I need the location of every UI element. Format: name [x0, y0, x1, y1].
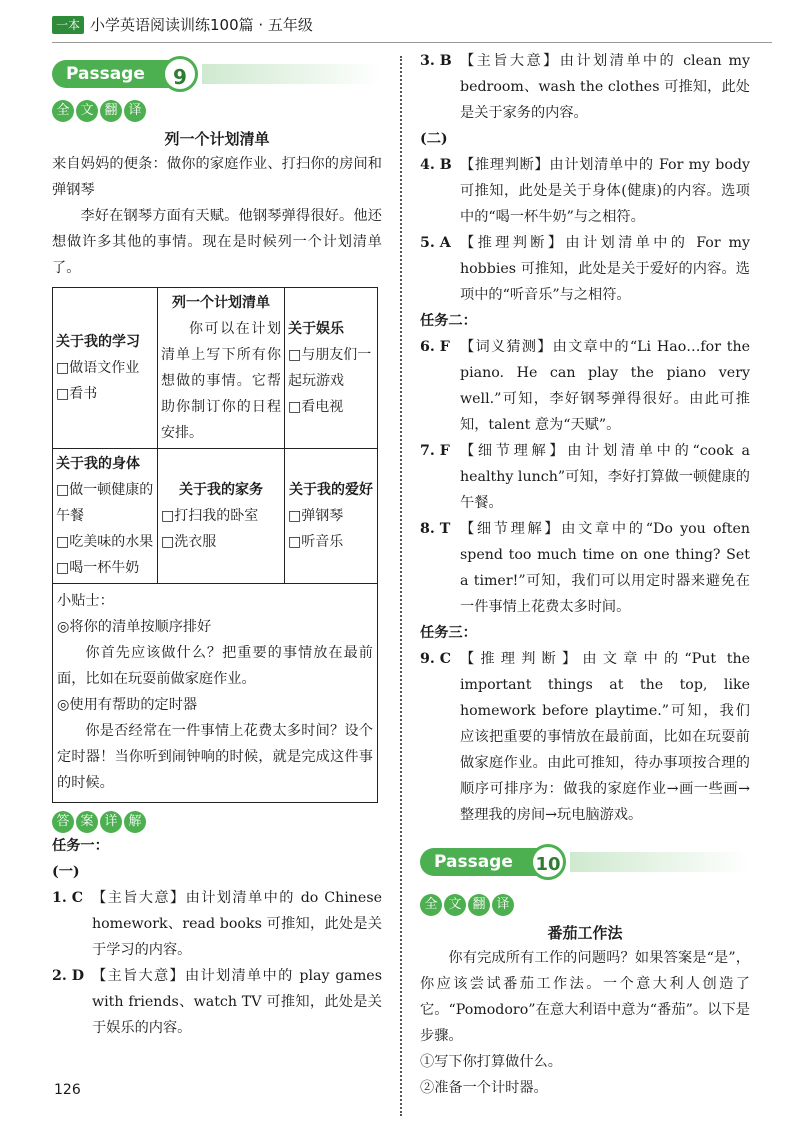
- passage-label: Passage: [52, 60, 184, 88]
- book-title: 小学英语阅读训练100篇 · 五年级: [90, 16, 313, 34]
- tip-title: ◎使用有帮助的定时器: [57, 697, 198, 713]
- answer-item: [420, 334, 750, 438]
- answer-number: 1. C: [52, 890, 84, 906]
- cell-title: 列一个计划清单: [172, 295, 270, 311]
- passage-title: 番茄工作法: [547, 924, 623, 942]
- answer-item: [420, 48, 750, 126]
- task-heading: 任务三：: [420, 625, 477, 641]
- tag-char: 文: [444, 894, 466, 916]
- checklist-item: □听音乐: [288, 534, 344, 550]
- answer-item: [420, 646, 750, 828]
- tag-char: 全: [52, 100, 74, 122]
- checklist-item: □做一顿健康的午餐: [56, 482, 154, 524]
- answer-text: 【推理判断】由计划清单中的 For my hobbies 可推知，此处是关于爱好的内容。选项中的“听音乐”与之相符。: [460, 235, 750, 303]
- answer-text: 【细节理解】由文章中的“Do you often spend too much time on one thing? Set a timer!”可知，我们可以用定时器来避免在一件事情上花费太多时间。: [460, 521, 750, 615]
- task-heading: 任务二：: [420, 313, 477, 329]
- tip-text: 你首先应该做什么？把重要的事情放在最前面，比如在玩耍前做家庭作业。: [57, 645, 373, 687]
- paragraph: 李好在钢琴方面有天赋。他钢琴弹得很好。他还想做许多其他的事情。现在是时候列一个计划清单了。: [52, 208, 382, 276]
- checklist-item: □做语文作业: [56, 360, 140, 376]
- answer-text: 【推理判断】由计划清单中的 For my body 可推知，此处是关于身体(健康)的内容。选项中的“喝一杯牛奶”与之相符。: [460, 157, 750, 225]
- body-cell: [53, 449, 158, 584]
- answer-number: 4. B: [420, 157, 452, 173]
- answer-item: [420, 230, 750, 308]
- checklist-item: □看电视: [288, 399, 344, 415]
- answer-text: 【词义猜测】由文章中的“Li Hao…for the piano. He can play the piano very well.”可知，李好钢琴弹得很好。由此可推知，talent 意为“天赋”。: [460, 339, 750, 433]
- passage-title: 列一个计划清单: [164, 130, 270, 148]
- passage-label: Passage: [420, 848, 552, 876]
- cell-title: 关于我的爱好: [289, 482, 373, 498]
- tips-label: 小贴士：: [57, 593, 114, 609]
- answer-text: 【细节理解】由计划清单中的“cook a healthy lunch”可知，李好打算做一顿健康的午餐。: [460, 443, 750, 511]
- checklist-item: □洗衣服: [161, 534, 217, 550]
- cell-title: 关于我的家务: [179, 482, 263, 498]
- tag-char: 答: [52, 811, 74, 833]
- passage-9-banner: [52, 58, 382, 92]
- banner-fade: [570, 852, 750, 872]
- header-rule: [52, 42, 772, 43]
- tag-char: 翻: [100, 100, 122, 122]
- housework-cell: [158, 449, 285, 584]
- answer-number: 8. T: [420, 521, 451, 537]
- hobby-cell: [285, 449, 378, 584]
- banner-fade: [202, 64, 382, 84]
- tag-char: 案: [76, 811, 98, 833]
- study-cell: [53, 288, 158, 449]
- checklist-item: □吃美味的水果: [56, 534, 154, 550]
- answer-item: [420, 152, 750, 230]
- part-heading: (一): [52, 864, 80, 880]
- tag-char: 解: [124, 811, 146, 833]
- tag-char: 详: [100, 811, 122, 833]
- answer-item: [52, 963, 382, 1041]
- passage-10-banner: [420, 846, 750, 880]
- answer-text: 【主旨大意】由计划清单中的 clean my bedroom、wash the clothes 可推知，此处是关于家务的内容。: [460, 53, 750, 121]
- left-column: [52, 58, 382, 1041]
- paragraph: 你有完成所有工作的问题吗？如果答案是“是”，你应该尝试番茄工作法。一个意大利人创造了它。“Pomodoro”在意大利语中意为“番茄”。以下是步骤。: [420, 950, 750, 1044]
- answer-text: 【主旨大意】由计划清单中的 play games with friends、watch TV 可推知，此处是关于娱乐的内容。: [92, 968, 382, 1036]
- step-item: ①写下你打算做什么。: [420, 1054, 562, 1070]
- answer-tag: [52, 811, 382, 833]
- checklist-item: □喝一杯牛奶: [56, 560, 140, 576]
- passage-number: 9: [162, 56, 198, 92]
- tag-char: 文: [76, 100, 98, 122]
- passage-number: 10: [530, 844, 566, 880]
- answer-item: [420, 438, 750, 516]
- tag-char: 翻: [468, 894, 490, 916]
- checklist-item: □打扫我的卧室: [161, 508, 259, 524]
- task-heading: 任务一：: [52, 838, 109, 854]
- answer-item: [52, 885, 382, 963]
- intro-text: 来自妈妈的便条：做你的家庭作业、打扫你的房间和弹钢琴: [52, 156, 382, 198]
- answer-number: 7. F: [420, 443, 450, 459]
- checklist-item: □与朋友们一起玩游戏: [288, 347, 372, 389]
- cell-text: 你可以在计划清单上写下所有你想做的事情。它帮助你制订你的日程安排。: [161, 321, 281, 441]
- translation-tag: [420, 894, 750, 916]
- column-divider: [400, 56, 402, 1116]
- tip-text: 你是否经常在一件事情上花费太多时间？设个定时器！当你听到闹钟响的时候，就是完成这件事的时候。: [57, 723, 373, 791]
- answer-number: 3. B: [420, 53, 452, 69]
- cell-title: 关于我的学习: [56, 334, 140, 350]
- tag-char: 译: [492, 894, 514, 916]
- page-header: [52, 14, 772, 38]
- checklist-item: □看书: [56, 386, 98, 402]
- cell-title: 关于我的身体: [56, 456, 140, 472]
- translation-tag: [52, 100, 382, 122]
- answer-number: 2. D: [52, 968, 85, 984]
- answer-number: 6. F: [420, 339, 450, 355]
- answer-item: [420, 516, 750, 620]
- answer-text: 【推理判断】由文章中的“Put the important things at the top, like homework before playtime.”可知，我们应该把重要的事情放在最前面，比如在玩耍前做家庭作业。由此可推知，待办事项按合理的顺序可排序为：做我的家庭作业→画一些画→整理我的房间→玩电脑游戏。: [460, 651, 750, 823]
- step-item: ②准备一个计时器。: [420, 1080, 548, 1096]
- answer-number: 9. C: [420, 651, 452, 667]
- fun-cell: [285, 288, 378, 449]
- plan-cell: [158, 288, 285, 449]
- answer-text: 【主旨大意】由计划清单中的 do Chinese homework、read books 可推知，此处是关于学习的内容。: [92, 890, 382, 958]
- tips-box: [52, 584, 378, 803]
- answer-number: 5. A: [420, 235, 451, 251]
- series-logo: 一本: [52, 16, 84, 34]
- page-number: 126: [54, 1082, 81, 1098]
- tag-char: 译: [124, 100, 146, 122]
- right-column: [420, 48, 750, 1101]
- checklist-item: □弹钢琴: [288, 508, 344, 524]
- part-heading: (二): [420, 131, 448, 147]
- tag-char: 全: [420, 894, 442, 916]
- tip-title: ◎将你的清单按顺序排好: [57, 619, 212, 635]
- cell-title: 关于娱乐: [288, 321, 344, 337]
- plan-table: [52, 287, 378, 584]
